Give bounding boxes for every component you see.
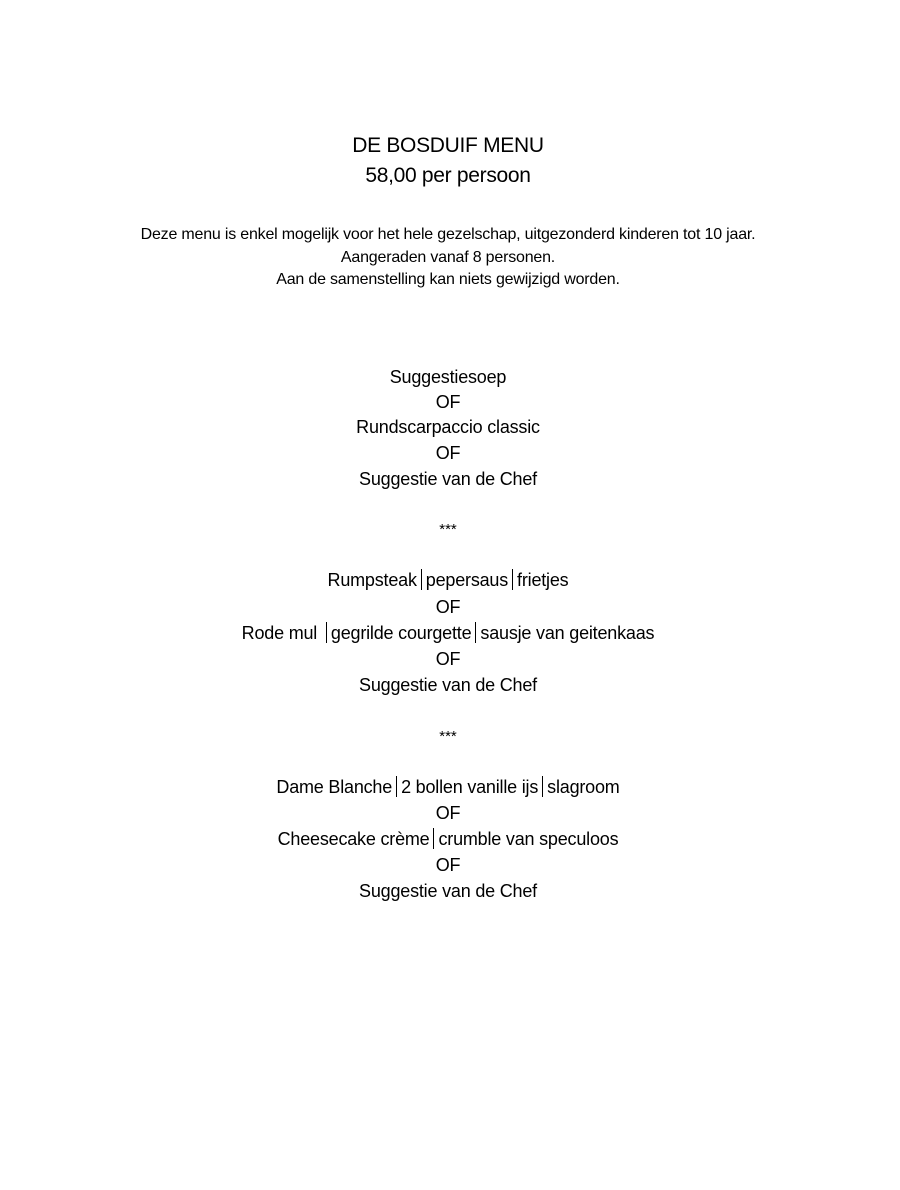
dish-part: Suggestie van de Chef xyxy=(359,881,537,901)
pipe-divider xyxy=(396,776,397,797)
note-line: Aangeraden vanaf 8 personen. xyxy=(340,249,556,266)
main-item xyxy=(0,672,896,698)
dish-part: Rundscarpaccio classic xyxy=(356,417,540,437)
dessert-item xyxy=(0,826,896,852)
dish-part: gegrilde courgette xyxy=(330,623,472,643)
pipe-divider xyxy=(433,828,434,849)
dish-part: pepersaus xyxy=(425,570,509,590)
or-label: OF xyxy=(435,803,461,823)
dish-part: Rode mul xyxy=(241,623,322,643)
pipe-divider xyxy=(542,776,543,797)
starter-item xyxy=(0,466,896,492)
dish-part: Dame Blanche xyxy=(276,777,393,797)
dish-part: Suggestie van de Chef xyxy=(359,675,537,695)
dish-part: Cheesecake crème xyxy=(277,829,430,849)
dish-part: Suggestiesoep xyxy=(389,367,507,387)
dish-part: Suggestie van de Chef xyxy=(359,469,537,489)
dessert-item xyxy=(0,774,896,800)
dish-part: sausje van geitenkaas xyxy=(480,623,655,643)
menu-title: DE BOSDUIF MENU xyxy=(352,134,544,157)
dish-part: slagroom xyxy=(547,777,620,797)
dessert-item xyxy=(0,878,896,904)
dish-part: crumble van speculoos xyxy=(438,829,619,849)
course-separator: *** xyxy=(439,521,457,538)
pipe-divider xyxy=(326,622,327,643)
or-label: OF xyxy=(435,443,461,463)
course-separator: *** xyxy=(439,728,457,745)
or-label: OF xyxy=(435,392,461,412)
pipe-divider xyxy=(512,569,513,590)
dish-part: frietjes xyxy=(517,570,569,590)
or-label: OF xyxy=(435,649,461,669)
starter-item xyxy=(0,364,896,390)
dish-part: Rumpsteak xyxy=(327,570,417,590)
starter-item xyxy=(0,414,896,440)
main-item xyxy=(0,620,896,646)
pipe-divider xyxy=(421,569,422,590)
dish-part: 2 bollen vanille ijs xyxy=(401,777,539,797)
note-line: Deze menu is enkel mogelijk voor het hele gezelschap, uitgezonderd kinderen tot 10 jaar. xyxy=(140,226,756,243)
or-label: OF xyxy=(435,855,461,875)
note-line: Aan de samenstelling kan niets gewijzigd worden. xyxy=(276,271,620,288)
or-label: OF xyxy=(435,597,461,617)
pipe-divider xyxy=(475,622,476,643)
main-item xyxy=(0,567,896,593)
menu-price: 58,00 per persoon xyxy=(365,164,531,187)
